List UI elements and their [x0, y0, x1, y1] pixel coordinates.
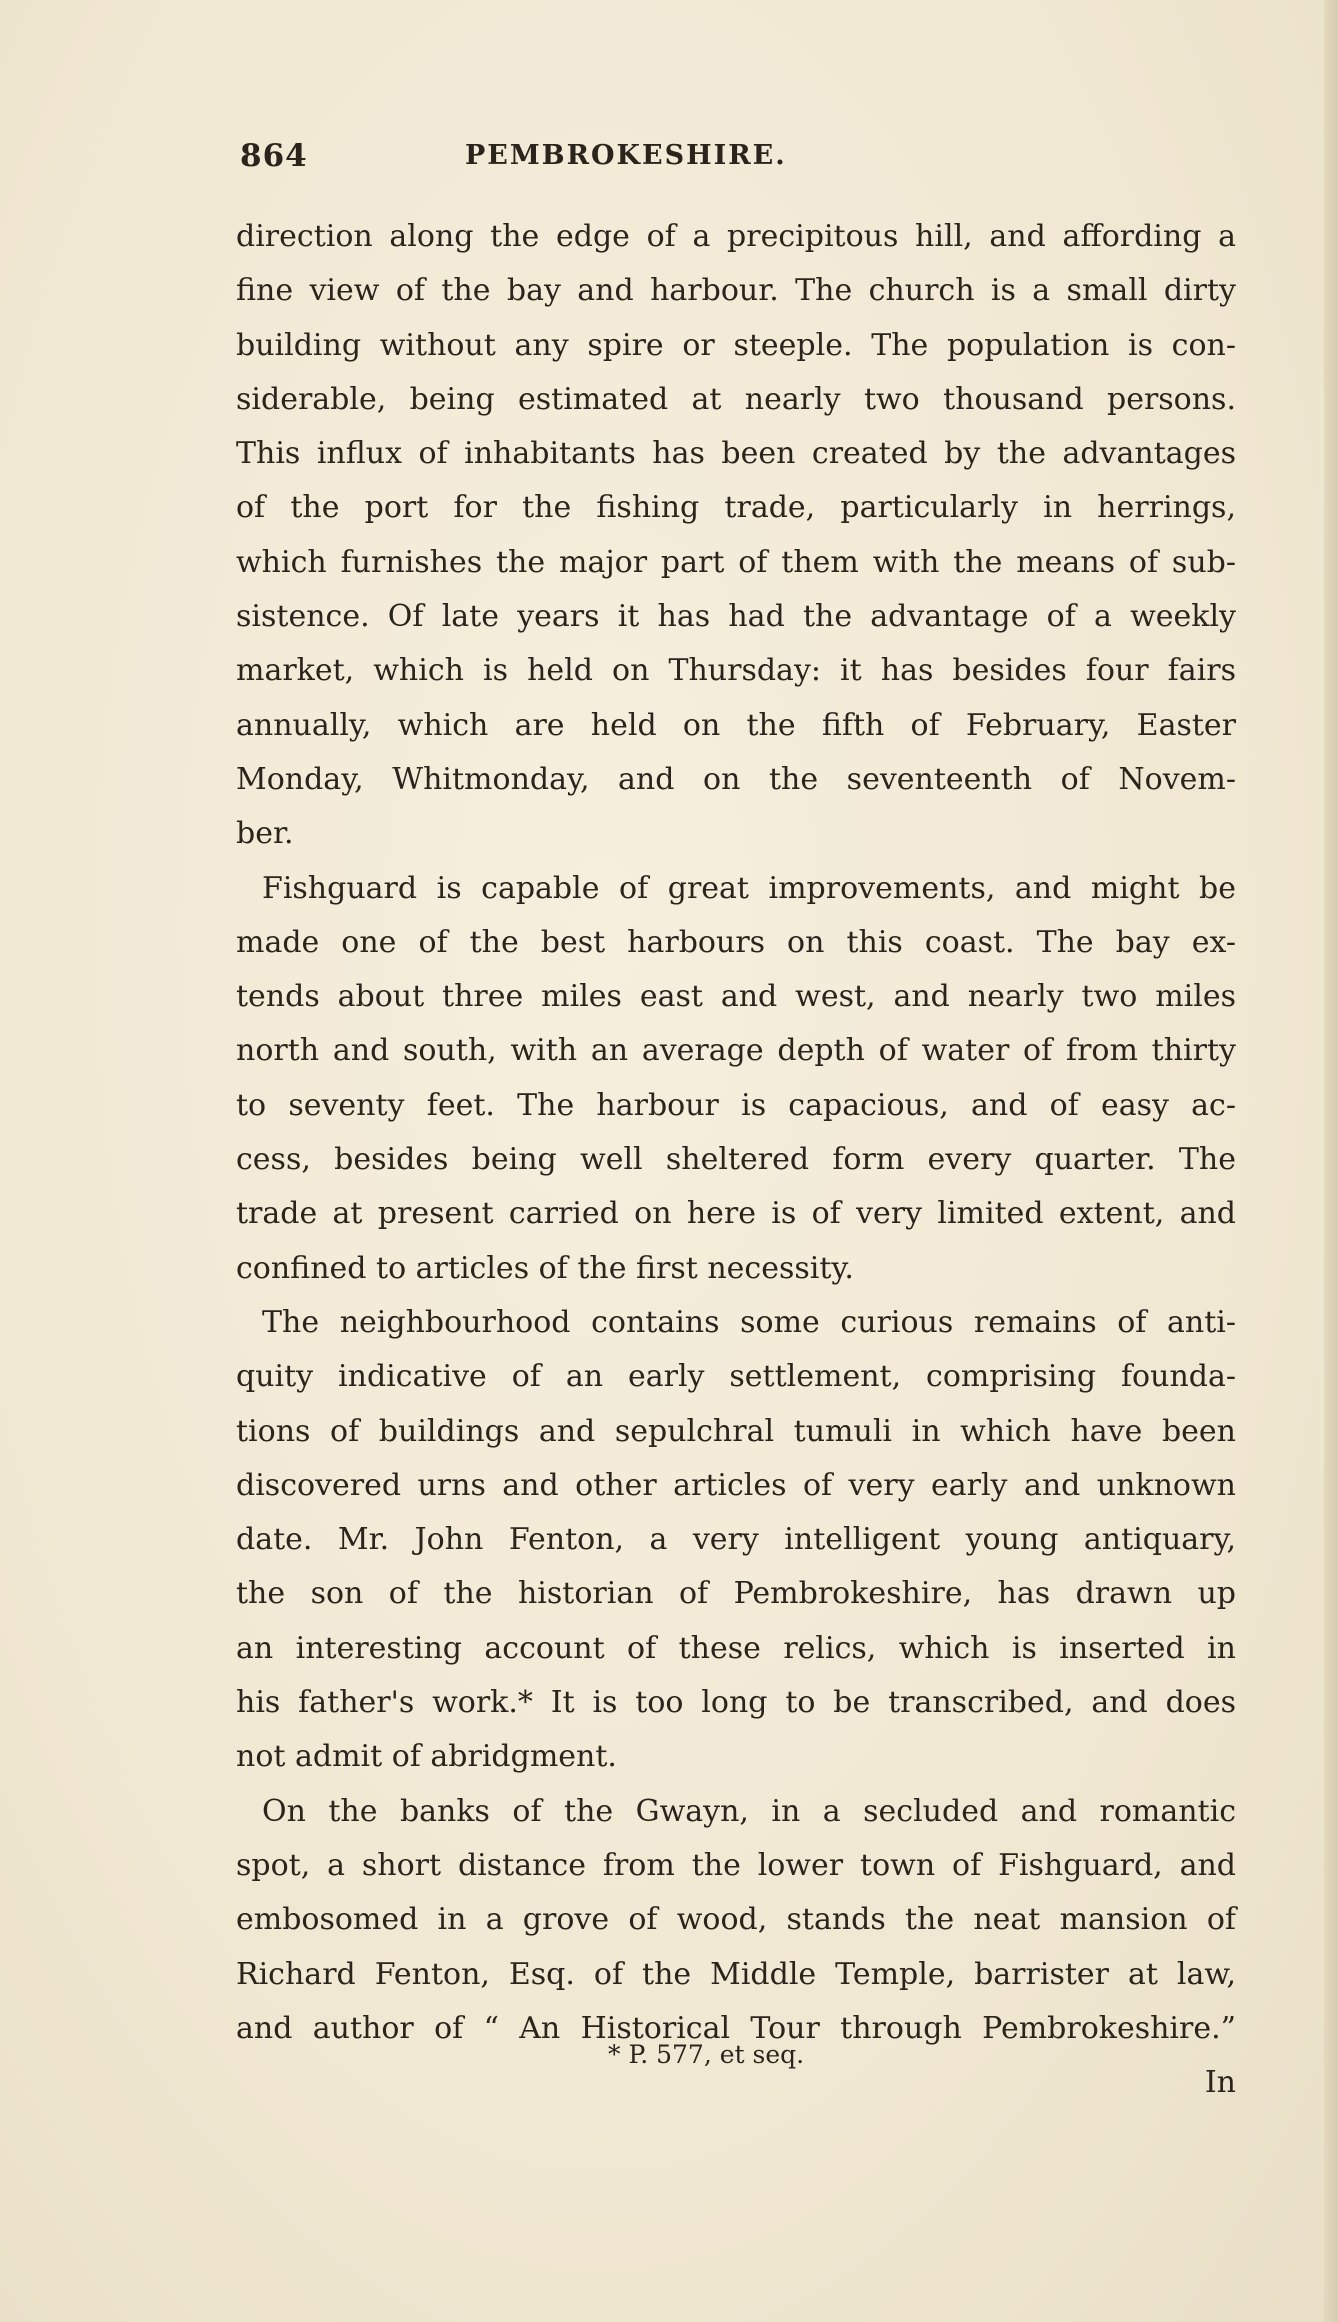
text-line: to seventy feet. The harbour is capacious, and of easy ac- [236, 1087, 1236, 1123]
paragraph-start-line: The neighbourhood contains some curious remains of anti- [262, 1304, 1236, 1340]
text-line: Monday, Whitmonday, and on the seventeenth of Novem- [236, 761, 1236, 797]
text-line: embosomed in a grove of wood, stands the neat mansion of [236, 1902, 1236, 1938]
text-line: north and south, with an average depth of water of from thirty [236, 1033, 1236, 1069]
paragraph-start-line: Fishguard is capable of great improvements, and might be [262, 870, 1236, 906]
text-line: market, which is held on Thursday: it has besides four fairs [236, 653, 1236, 689]
text-line: trade at present carried on here is of very limited extent, and [236, 1196, 1236, 1232]
text-line: ber. [236, 816, 294, 852]
text-line: his father's work.* It is too long to be transcribed, and does [236, 1685, 1236, 1721]
page-number: 864 [240, 138, 308, 174]
page-edge [1324, 0, 1338, 2322]
paragraph-start-line: On the banks of the Gwayn, in a secluded and romantic [262, 1793, 1236, 1829]
text-line: not admit of abridgment. [236, 1739, 617, 1775]
text-line: cess, besides being well sheltered form every quarter. The [236, 1142, 1236, 1178]
text-line: discovered urns and other articles of very early and unknown [236, 1467, 1236, 1503]
page-header [240, 138, 1120, 178]
text-line: of the port for the fishing trade, particularly in herrings, [236, 490, 1236, 526]
text-line: spot, a short distance from the lower town of Fishguard, and [236, 1847, 1236, 1883]
text-line: building without any spire or steeple. The population is con- [236, 327, 1236, 363]
text-line: annually, which are held on the fifth of February, Easter [236, 707, 1236, 743]
text-line: tends about three miles east and west, and nearly two miles [236, 979, 1236, 1015]
text-line: fine view of the bay and harbour. The church is a small dirty [236, 273, 1236, 309]
text-line: siderable, being estimated at nearly two thousand persons. [236, 381, 1236, 417]
text-line: tions of buildings and sepulchral tumuli in which have been [236, 1413, 1236, 1449]
text-line: direction along the edge of a precipitous hill, and affording a [236, 219, 1236, 254]
text-line: an interesting account of these relics, which is inserted in [236, 1630, 1236, 1666]
text-line: This influx of inhabitants has been created by the advantages [236, 436, 1236, 472]
text-line: the son of the historian of Pembrokeshire, has drawn up [236, 1576, 1236, 1612]
text-line: which furnishes the major part of them with the means of sub- [236, 544, 1236, 580]
footnote: * P. 577, et seq. [608, 2040, 805, 2069]
text-line: quity indicative of an early settlement, comprising founda- [236, 1359, 1236, 1395]
text-line: made one of the best harbours on this coast. The bay ex- [236, 924, 1236, 960]
body-text [236, 210, 1236, 2110]
text-line: confined to articles of the first necessity. [236, 1250, 854, 1286]
text-line: and author of “ An Historical Tour through Pembrokeshire.” [236, 2010, 1236, 2046]
catchword: In [1204, 2065, 1236, 2101]
text-line: sistence. Of late years it has had the advantage of a weekly [236, 599, 1236, 635]
text-line: Richard Fenton, Esq. of the Middle Temple, barrister at law, [236, 1956, 1236, 1992]
running-head: PEMBROKESHIRE. [465, 140, 787, 171]
text-line: date. Mr. John Fenton, a very intelligent young antiquary, [236, 1522, 1236, 1558]
